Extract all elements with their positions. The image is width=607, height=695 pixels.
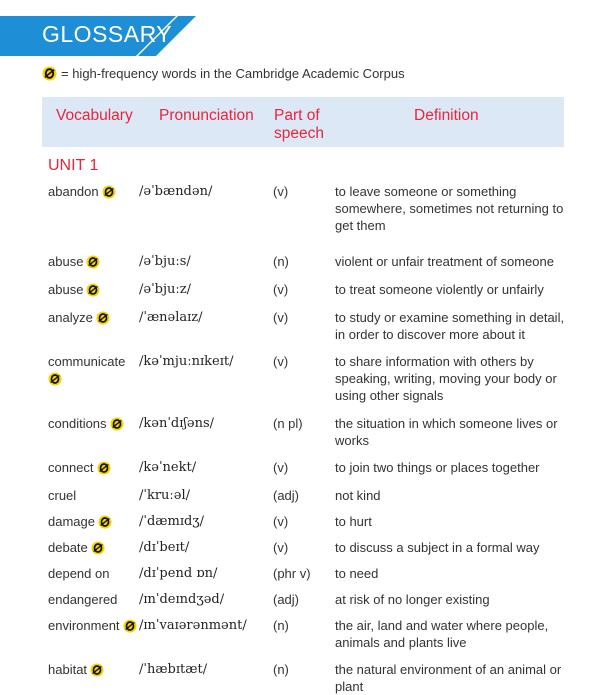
cambridge-academic-corpus-icon xyxy=(90,663,104,677)
vocabulary-word: damage xyxy=(48,514,95,529)
pronunciation-cell: /ɪnˈvaɪərənmənt/ xyxy=(139,618,247,633)
cambridge-academic-corpus-icon xyxy=(102,185,116,199)
vocabulary-word: cruel xyxy=(48,488,77,503)
definition-cell: to share information with others by speaking, writing, moving your body or using other signals xyxy=(335,354,557,403)
part-of-speech-cell: (v) xyxy=(273,460,289,475)
header-pronunciation: Pronunciation xyxy=(159,107,254,124)
page-title: GLOSSARY xyxy=(42,21,173,47)
part-of-speech-cell: (adj) xyxy=(273,592,300,607)
pronunciation-cell: /ˈkruːəl/ xyxy=(139,488,191,503)
vocabulary-word: communicate xyxy=(48,354,126,369)
vocabulary-cell xyxy=(48,513,138,530)
vocabulary-cell xyxy=(48,661,138,678)
vocabulary-cell xyxy=(48,459,138,476)
vocabulary-word: abuse xyxy=(48,282,84,297)
definition-cell: the situation in which someone lives or works xyxy=(335,416,558,448)
legend-text: = high-frequency words in the Cambridge Academic Corpus xyxy=(61,66,405,81)
vocabulary-word: debate xyxy=(48,540,88,555)
pronunciation-cell: /kənˈdɪʃəns/ xyxy=(139,416,215,431)
definition-cell: the natural environment of an animal or plant xyxy=(335,662,562,694)
header-part-of-speech xyxy=(274,107,324,143)
cambridge-academic-corpus-icon xyxy=(96,311,110,325)
vocabulary-cell xyxy=(48,253,138,270)
vocabulary-cell xyxy=(48,353,138,387)
part-of-speech-cell: (n) xyxy=(273,618,289,633)
vocabulary-cell xyxy=(48,565,138,582)
header-part-of-speech-line2: speech xyxy=(274,125,324,142)
legend xyxy=(42,66,405,81)
part-of-speech-cell: (n pl) xyxy=(273,416,303,431)
definition-cell: not kind xyxy=(335,488,381,503)
definition-cell: to discuss a subject in a formal way xyxy=(335,540,540,555)
part-of-speech-cell: (v) xyxy=(273,540,289,555)
cambridge-academic-corpus-icon xyxy=(98,515,112,529)
definition-cell: to treat someone violently or unfairly xyxy=(335,282,544,297)
cambridge-academic-corpus-icon xyxy=(86,255,100,269)
definition-cell: to study or examine something in detail, in order to discover more about it xyxy=(335,310,565,342)
pronunciation-cell: /ˈhæbɪtæt/ xyxy=(139,662,208,677)
part-of-speech-cell: (v) xyxy=(273,310,289,325)
pronunciation-cell: /əˈbjuːs/ xyxy=(139,254,191,269)
vocabulary-cell xyxy=(48,183,138,200)
cambridge-academic-corpus-icon xyxy=(110,417,124,431)
part-of-speech-cell: (phr v) xyxy=(273,566,311,581)
pronunciation-cell: /dɪˈbeɪt/ xyxy=(139,540,190,555)
vocabulary-word: endangered xyxy=(48,592,118,607)
pronunciation-cell: /dɪˈpend ɒn/ xyxy=(139,566,218,581)
vocabulary-cell xyxy=(48,281,138,298)
vocabulary-cell xyxy=(48,487,138,504)
vocabulary-cell xyxy=(48,309,138,326)
cambridge-academic-corpus-icon xyxy=(123,619,137,633)
part-of-speech-cell: (adj) xyxy=(273,488,300,503)
header-part-of-speech-line1: Part of xyxy=(274,107,320,124)
vocabulary-cell xyxy=(48,591,138,608)
part-of-speech-cell: (v) xyxy=(273,514,289,529)
header-definition: Definition xyxy=(414,107,479,124)
vocabulary-word: connect xyxy=(48,460,94,475)
vocabulary-word: analyze xyxy=(48,310,93,325)
vocabulary-word: abandon xyxy=(48,184,99,199)
pronunciation-cell: /kəˈmjuːnɪkeɪt/ xyxy=(139,354,234,369)
cambridge-academic-corpus-icon xyxy=(42,66,57,81)
part-of-speech-cell: (v) xyxy=(273,184,289,199)
pronunciation-cell: /ˈdæmɪdʒ/ xyxy=(139,514,205,529)
part-of-speech-cell: (v) xyxy=(273,354,289,369)
part-of-speech-cell: (v) xyxy=(273,282,289,297)
definition-cell: violent or unfair treatment of someone xyxy=(335,254,554,269)
cambridge-academic-corpus-icon xyxy=(91,541,105,555)
definition-cell: the air, land and water where people, animals and plants live xyxy=(335,618,549,650)
header-vocabulary: Vocabulary xyxy=(56,107,133,124)
pronunciation-cell: /əˈbændən/ xyxy=(139,184,213,199)
vocabulary-word: environment xyxy=(48,618,120,633)
definition-cell: to join two things or places together xyxy=(335,460,540,475)
vocabulary-cell xyxy=(48,617,138,634)
pronunciation-cell: /ɪnˈdeɪndʒəd/ xyxy=(139,592,225,607)
cambridge-academic-corpus-icon xyxy=(86,283,100,297)
vocabulary-cell xyxy=(48,415,138,432)
part-of-speech-cell: (n) xyxy=(273,254,289,269)
definition-cell: at risk of no longer existing xyxy=(335,592,490,607)
vocabulary-word: habitat xyxy=(48,662,88,677)
cambridge-academic-corpus-icon xyxy=(48,372,62,386)
vocabulary-word: abuse xyxy=(48,254,84,269)
unit-heading: UNIT 1 xyxy=(48,157,99,174)
definition-cell: to need xyxy=(335,566,379,581)
pronunciation-cell: /ˈænəlaɪz/ xyxy=(139,310,203,325)
cambridge-academic-corpus-icon xyxy=(97,461,111,475)
vocabulary-cell xyxy=(48,539,138,556)
definition-cell: to hurt xyxy=(335,514,372,529)
glossary-table xyxy=(42,97,565,694)
vocabulary-word: depend on xyxy=(48,566,110,581)
pronunciation-cell: /kəˈnekt/ xyxy=(139,460,197,475)
table-header xyxy=(42,97,564,147)
definition-cell: to leave someone or something somewhere, sometimes not returning to get them xyxy=(335,184,564,233)
vocabulary-word: conditions xyxy=(48,416,107,431)
part-of-speech-cell: (n) xyxy=(273,662,289,677)
glossary-banner xyxy=(0,16,196,56)
pronunciation-cell: /əˈbjuːz/ xyxy=(139,282,191,297)
